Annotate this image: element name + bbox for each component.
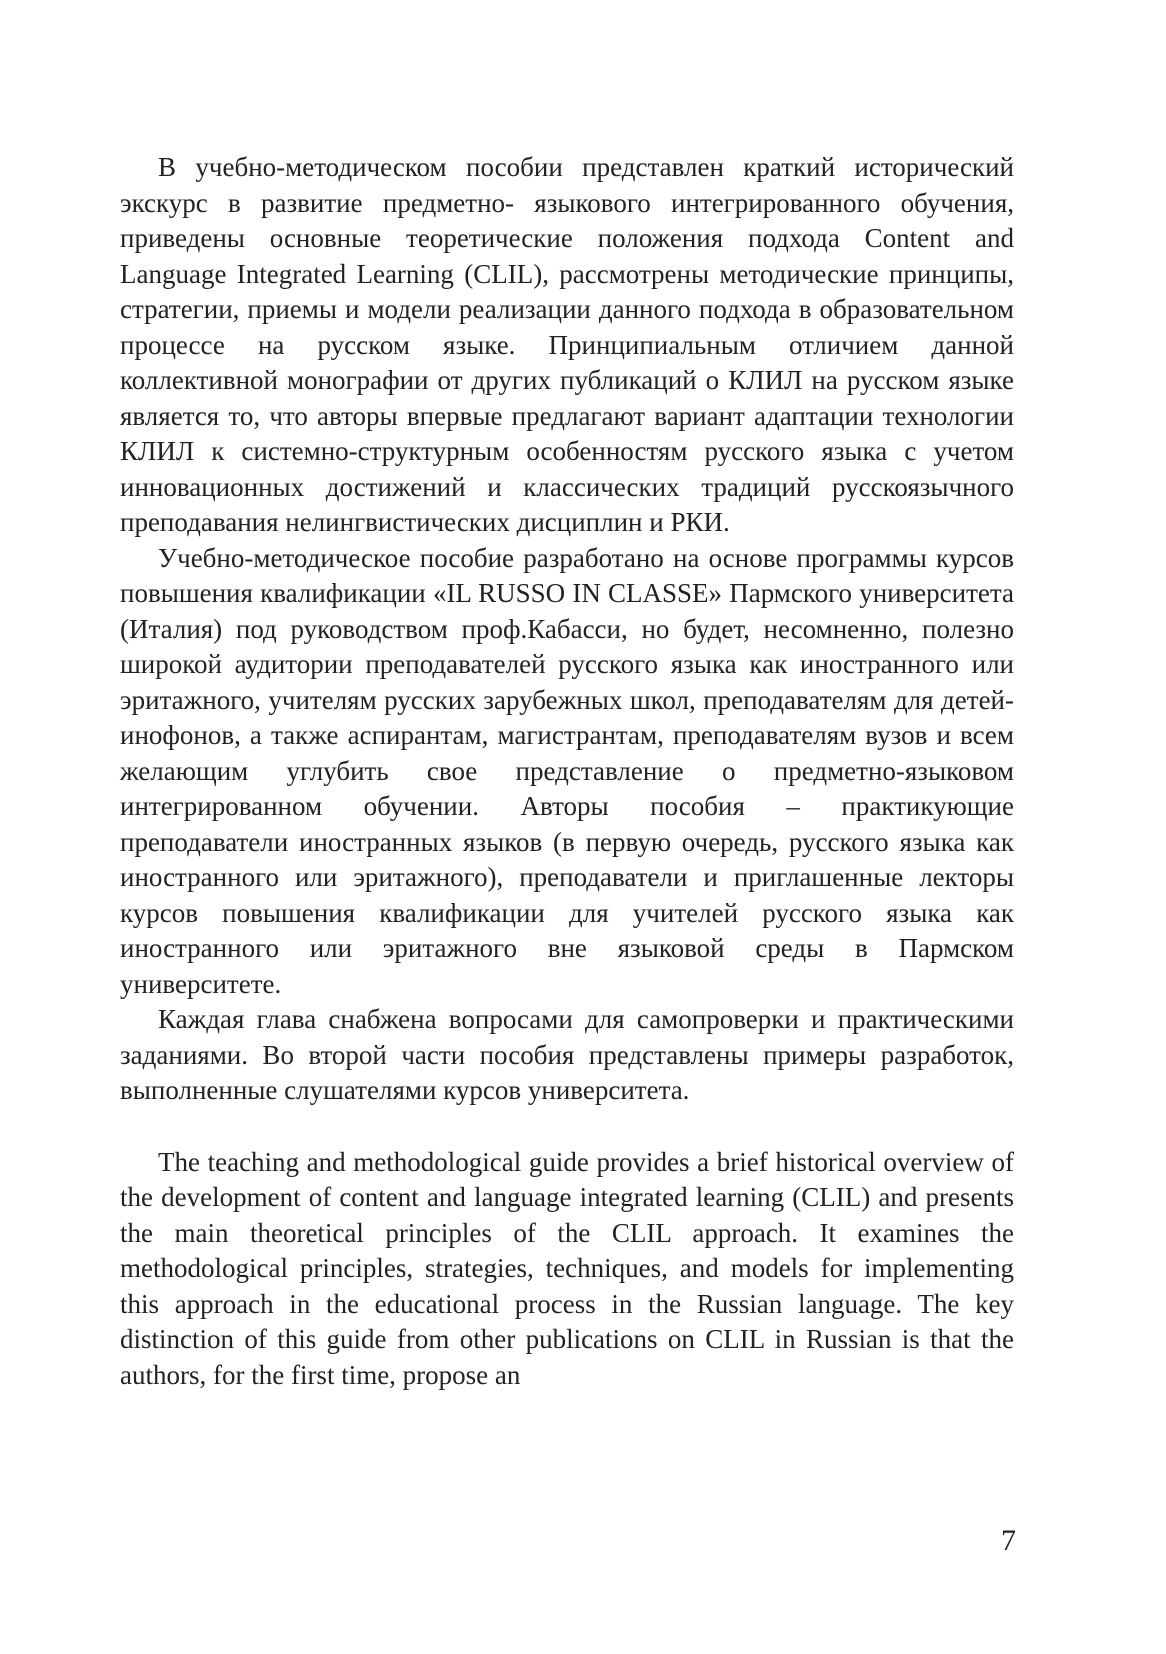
- page-number: 7: [1001, 1524, 1016, 1557]
- paragraph-en: The teaching and methodological guide provides a brief historical overview of the development of content and language integrated learning (CLIL) and presents the main theoretical principles of the CLIL approach. It examines the methodological principles, strategies, techniques, and models for implementing this approach in the educational process in the Russian language. The key distinction of this guide from other publications on CLIL in Russian is that the authors, for the first time, propose an: [120, 1146, 1014, 1390]
- paragraph-ru-1: В учебно-методическом пособии представлен краткий исторический экскурс в развитие предметно- языкового интегрированного обучения, приведены основные теоретические положения подхода Content and Language Integrated Learning (CLIL), рассмотрены методические принципы, стратегии, приемы и модели реализации данного подхода в образовательном процессе на русском языке. Принципиальным отличием данной коллективной монографии от других публикаций о КЛИЛ на русском языке является то, что авторы впервые предлагают вариант адаптации технологии КЛИЛ к системно-структурным особенностям русского языка с учетом инновационных достижений и классических традиций русскоязычного преподавания нелингвистических дисциплин и РКИ.: [120, 152, 1014, 537]
- body-text: [120, 150, 1014, 1393]
- paragraph-ru-2: Учебно-методическое пособие разработано на основе программы курсов повышения квалификации «IL RUSSO IN CLASSE» Пармского университета (Италия) под руководством проф.Кабасси, но будет, несомненно, полезно широкой аудитории преподавателей русского языка как иностранного или эритажного, учителям русских зарубежных школ, преподавателям для детей-инофонов, а также аспирантам, магистрантам, преподавателям вузов и всем желающим углубить свое представление о предметно-языковом интегрированном обучении. Авторы пособия – практикующие преподаватели иностранных языков (в первую очередь, русского языка как иностранного или эритажного), преподаватели и приглашенные лекторы курсов повышения квалификации для учителей русского языка как иностранного или эритажного вне языковой среды в Пармском университете.: [120, 542, 1014, 999]
- paragraph-ru-3: Каждая глава снабжена вопросами для самопроверки и практическими заданиями. Во второй части пособия представлены примеры разработок, выполненные слушателями курсов университета.: [120, 1004, 1014, 1105]
